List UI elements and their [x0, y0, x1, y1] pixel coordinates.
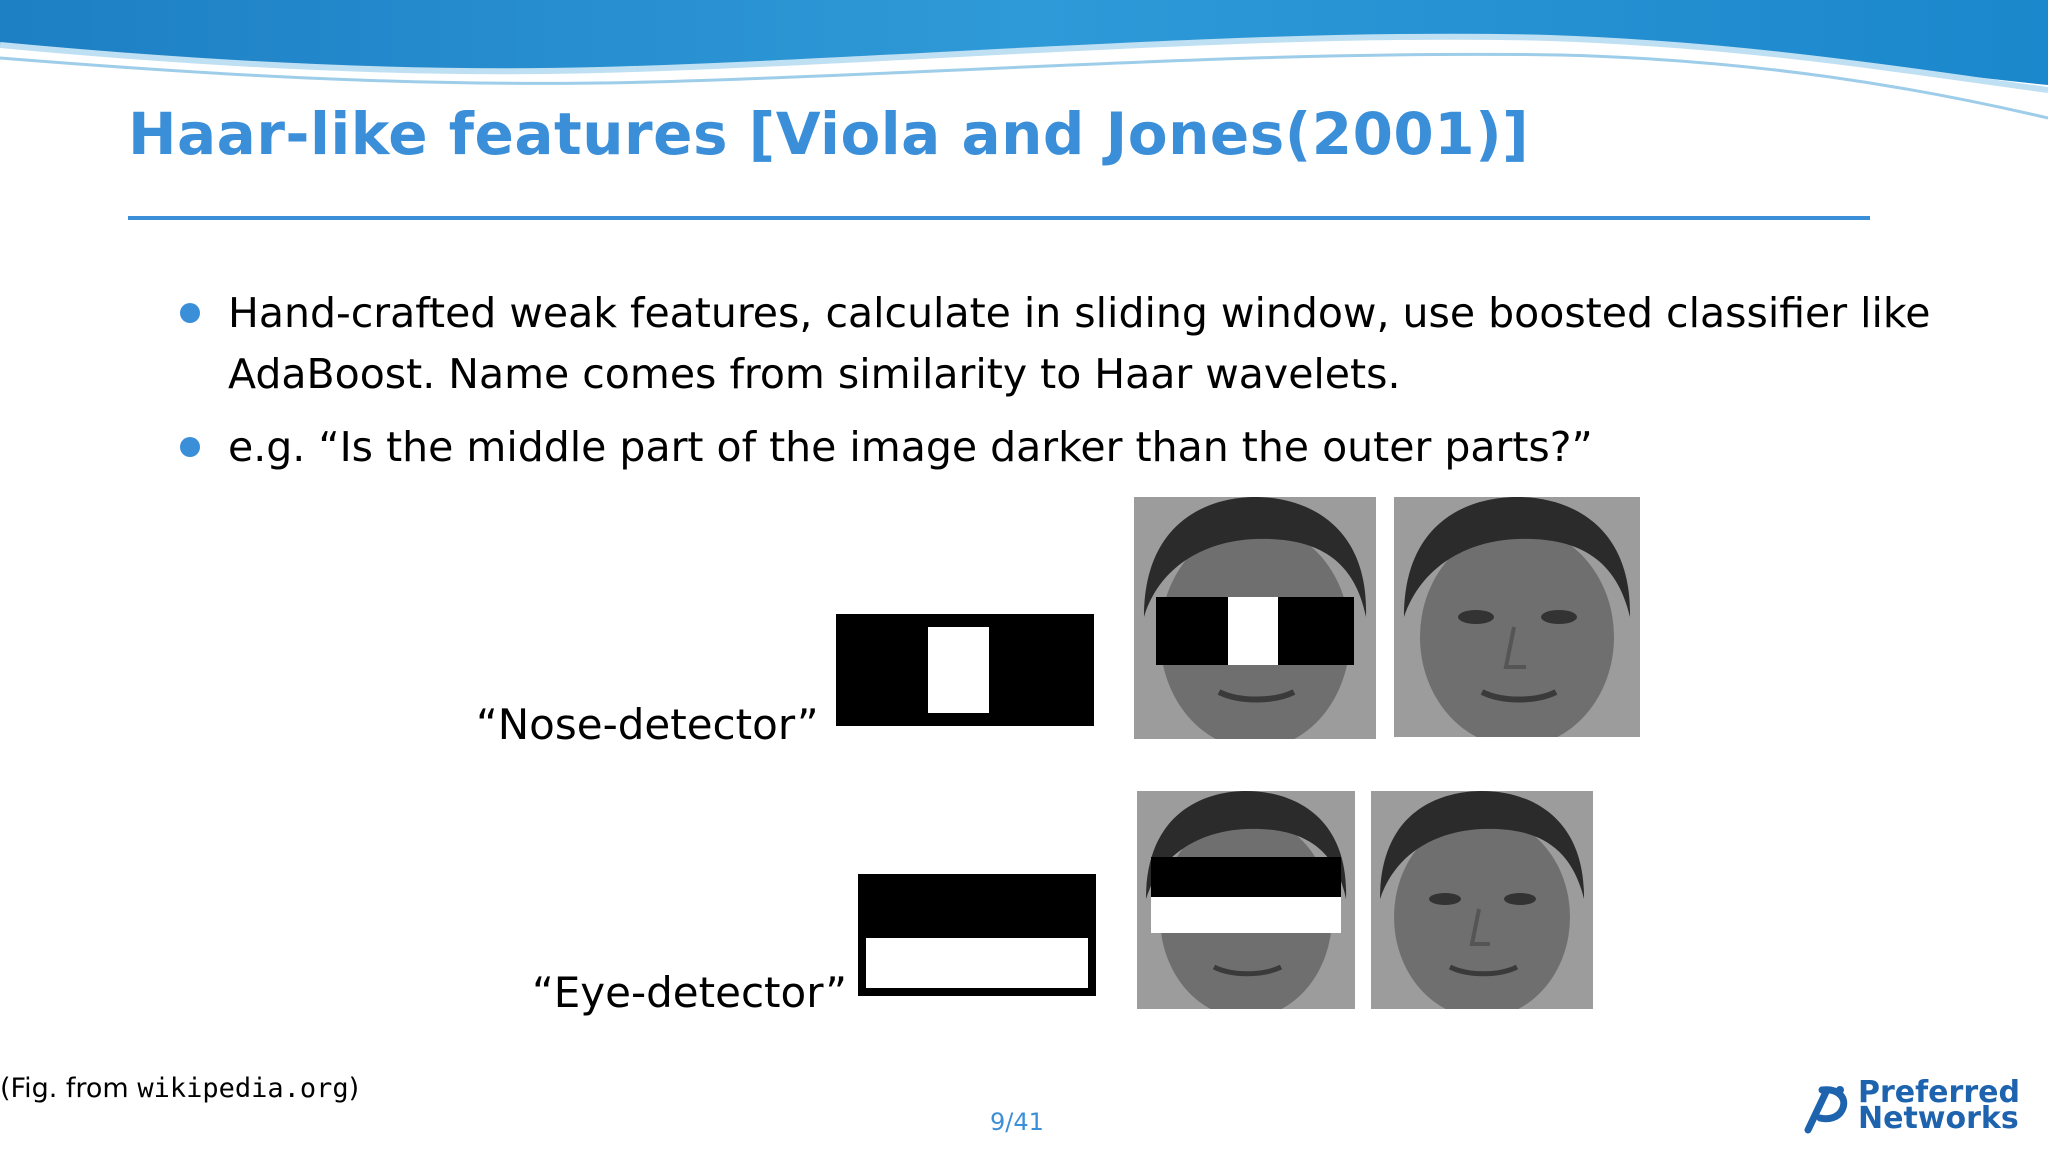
bullet-text: Hand-crafted weak features, calculate in sliding window, use boosted classifier like AdaBoost. Name comes from similarity to Haar wavelets.: [228, 289, 1931, 398]
footnote-suffix: ): [348, 1073, 360, 1104]
blue-dot-icon: [180, 437, 200, 457]
bullet-item: [176, 283, 1936, 405]
preferred-networks-logo-icon: [1800, 1082, 1852, 1134]
bullet-text: e.g. “Is the middle part of the image darker than the outer parts?”: [228, 423, 1593, 471]
logo-text-line1: Preferred: [1858, 1075, 2020, 1110]
title-divider: [128, 216, 1870, 220]
face-image-with-nose-feature: [1134, 497, 1376, 739]
figure-source-footnote: [0, 1073, 359, 1104]
logo-text-line2: Networks: [1858, 1101, 2019, 1136]
bullet-list: [176, 283, 1936, 490]
nose-haar-feature: [836, 614, 1094, 726]
bullet-item: [176, 417, 1936, 478]
face-image: [1371, 791, 1593, 1009]
footnote-source: wikipedia.org: [137, 1073, 349, 1104]
footnote-prefix: (Fig. from: [0, 1073, 138, 1104]
blue-dot-icon: [180, 303, 200, 323]
face-image: [1394, 497, 1640, 737]
page-number: 9/41: [990, 1108, 1044, 1136]
eye-haar-feature: [858, 874, 1096, 996]
eye-detector-label: “Eye-detector”: [532, 968, 847, 1017]
slide-title: Haar-like features [Viola and Jones(2001)]: [128, 100, 1530, 168]
company-logo: [1800, 1075, 2025, 1136]
nose-detector-label: “Nose-detector”: [476, 700, 819, 749]
face-image-with-eye-feature: [1137, 791, 1355, 1009]
